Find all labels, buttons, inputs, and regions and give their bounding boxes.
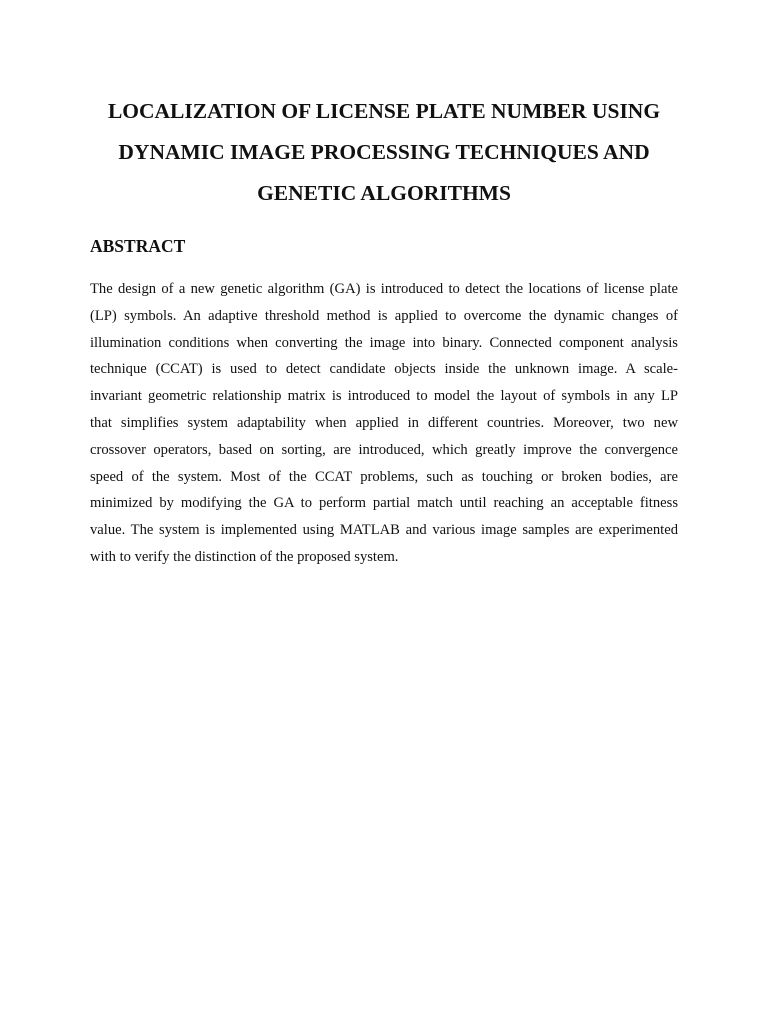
abstract-line: with to verify the distinction of the proposed system. <box>90 548 399 565</box>
abstract-line: (LP) symbols. An adaptive threshold method is applied to overcome the dynamic changes of <box>90 307 678 324</box>
abstract-line: value. The system is implemented using MATLAB and various image samples are experimented <box>90 522 678 539</box>
abstract-heading: ABSTRACT <box>90 236 186 256</box>
abstract-body <box>90 276 678 571</box>
abstract-line: minimized by modifying the GA to perform partial match until reaching an acceptable fitness <box>90 495 678 512</box>
title-line-3: GENETIC ALGORITHMS <box>257 181 511 205</box>
abstract-line: illumination conditions when converting the image into binary. Connected component analysis <box>90 334 678 351</box>
abstract-line: invariant geometric relationship matrix is introduced to model the layout of symbols in any LP <box>90 388 678 405</box>
abstract-line: technique (CCAT) is used to detect candidate objects inside the unknown image. A scale- <box>90 361 678 378</box>
title-line-2: DYNAMIC IMAGE PROCESSING TECHNIQUES AND <box>118 140 650 164</box>
abstract-line: The design of a new genetic algorithm (GA) is introduced to detect the locations of license plate <box>90 281 678 297</box>
title-line-1: LOCALIZATION OF LICENSE PLATE NUMBER USING <box>107 99 661 123</box>
abstract-line: speed of the system. Most of the CCAT problems, such as touching or broken bodies, are <box>90 468 678 485</box>
paper-title <box>90 91 678 214</box>
abstract-line: that simplifies system adaptability when applied in different countries. Moreover, two new <box>90 414 678 431</box>
abstract-line: crossover operators, based on sorting, are introduced, which greatly improve the convergence <box>90 441 678 458</box>
